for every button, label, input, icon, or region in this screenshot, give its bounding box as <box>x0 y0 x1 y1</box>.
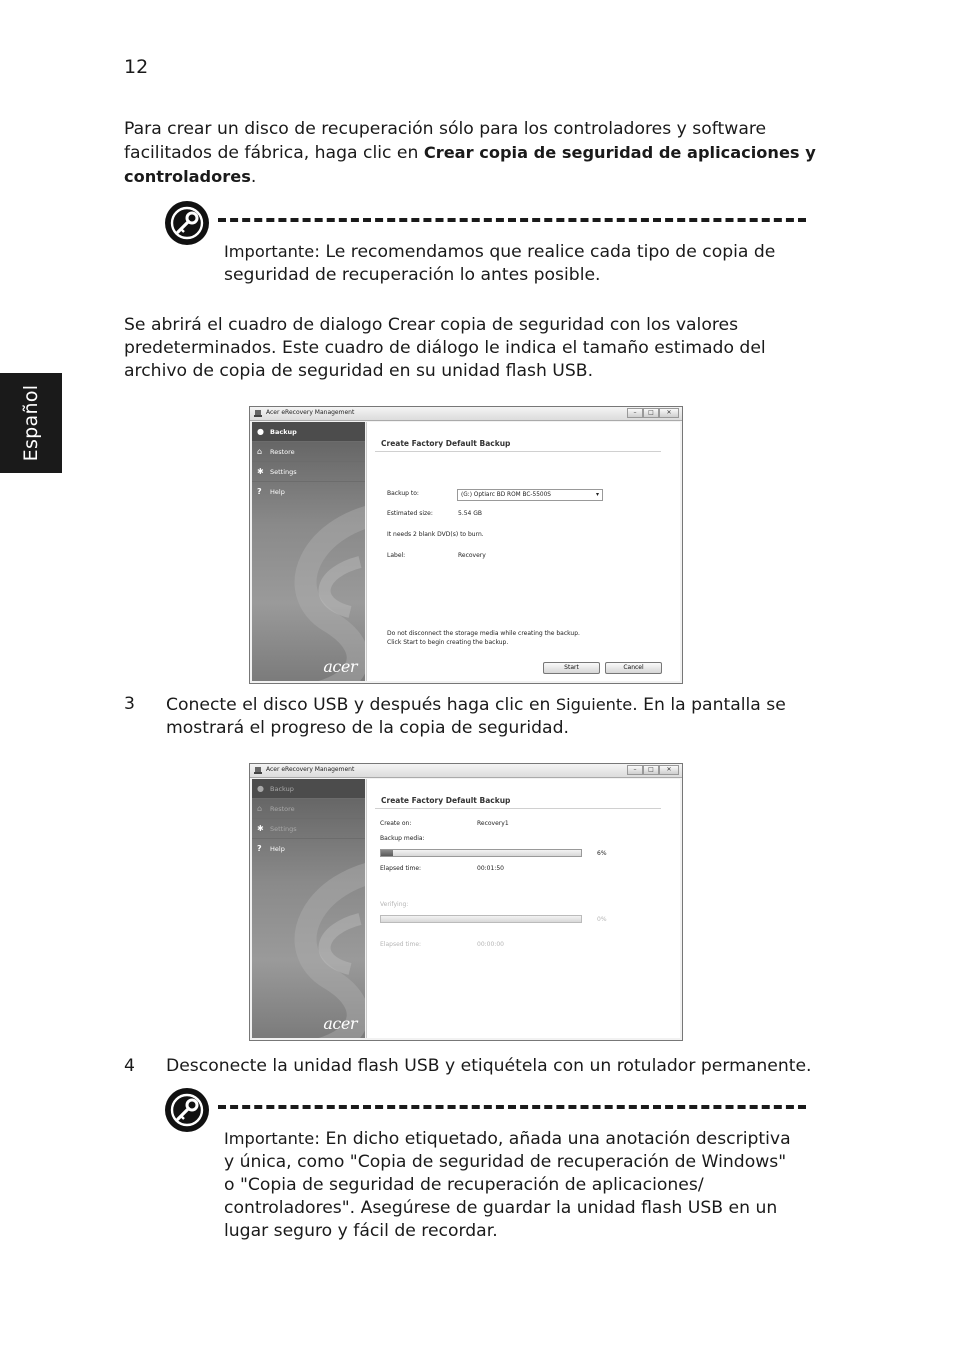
decorative-swirl <box>270 502 365 681</box>
sidebar <box>252 779 365 1038</box>
elapsed-time-label: Elapsed time: <box>380 865 422 872</box>
step-4-text: Desconecte la unidad flash USB y etiquétela con un rotulador permanente. <box>166 1056 812 1076</box>
window-controls <box>627 765 679 775</box>
sidebar-item-restore[interactable] <box>252 442 365 462</box>
note-divider <box>218 1105 806 1109</box>
start-button[interactable]: Start <box>543 662 600 674</box>
sidebar-item-settings[interactable] <box>252 462 365 482</box>
key-icon <box>165 201 209 245</box>
sidebar-item-label: Restore <box>270 448 295 456</box>
content-panel <box>366 422 680 681</box>
intro-text: Para crear un disco de recuperación sólo para los controladores y software facilitados de fábrica, haga clic en <box>124 119 767 163</box>
sidebar-item-label: Backup <box>270 785 294 793</box>
estimated-size-label: Estimated size: <box>387 510 433 517</box>
decorative-swirl <box>270 859 365 1038</box>
cancel-button[interactable]: Cancel <box>605 662 662 674</box>
step-3-text <box>166 693 826 740</box>
step-number-4: 4 <box>124 1056 135 1076</box>
note-divider <box>218 218 806 222</box>
step-3-text-end: . En la pantalla se mostrará el progreso de la copia de seguridad. <box>166 695 786 738</box>
maximize-icon[interactable]: □ <box>643 765 659 775</box>
note-label: Importante <box>224 242 315 261</box>
backup-progress-bar <box>380 849 582 857</box>
backup-to-value: (G:) Optiarc BD ROM BC-5500S <box>461 492 551 498</box>
create-on-label: Create on: <box>380 820 412 827</box>
dvd-needs-text: It needs 2 blank DVD(s) to burn. <box>387 531 484 538</box>
minimize-icon[interactable]: – <box>627 408 643 418</box>
dialog-description: Se abrirá el cuadro de dialogo Crear copia de seguridad con los valores predeterminados. Este cuadro de diálogo le indica el tamaño estimado del archivo de copia de seguridad en su unidad flash USB. <box>124 315 766 381</box>
backup-to-label: Backup to: <box>387 490 419 497</box>
sidebar <box>252 422 365 681</box>
sidebar-item-label: Backup <box>270 428 297 436</box>
intro-paragraph <box>124 118 824 189</box>
elapsed-time-2-value: 00:00:00 <box>477 941 504 948</box>
note-body: : Le recomendamos que realice cada tipo de copia de seguridad de recuperación lo antes posible. <box>224 242 776 285</box>
content-panel <box>366 779 680 1038</box>
window-title: Acer eRecovery Management <box>266 766 355 773</box>
sidebar-item-label: Settings <box>270 468 297 476</box>
siguiente-term: Siguiente <box>555 695 633 714</box>
page-number: 12 <box>124 56 149 78</box>
help-icon: ? <box>257 487 262 496</box>
sidebar-item-settings[interactable] <box>252 819 365 839</box>
backup-progress-fill <box>381 850 393 856</box>
sidebar-item-backup[interactable] <box>252 422 365 442</box>
dialog-heading: Create Factory Default Backup <box>381 796 511 805</box>
restore-icon: ⌂ <box>257 804 263 813</box>
sidebar-item-label: Help <box>270 488 285 496</box>
gear-icon: ✱ <box>257 467 264 476</box>
elapsed-time-value: 00:01:50 <box>477 865 504 872</box>
chevron-down-icon: ▾ <box>595 491 599 498</box>
note-important-1 <box>224 240 804 287</box>
language-side-tab <box>0 373 62 473</box>
acer-logo: acer <box>323 1014 357 1033</box>
sidebar-item-help[interactable] <box>252 482 365 502</box>
close-icon[interactable]: ✕ <box>659 408 679 418</box>
dialog-heading: Create Factory Default Backup <box>381 439 511 448</box>
app-icon <box>254 767 262 774</box>
heading-divider <box>375 808 661 809</box>
verifying-label: Verifying: <box>380 901 409 908</box>
note-body: : En dicho etiquetado, añada una anotación descriptiva y única, como "Copia de seguridad de recuperación de Windows" o "Copia de seguridad de recuperación de aplicaciones/ controladores". Asegúrese de guardar la unidad flash USB en un lugar seguro y fácil de recordar. <box>224 1129 791 1241</box>
screenshot-backup-dialog <box>249 406 683 684</box>
step-number-3: 3 <box>124 694 135 714</box>
sidebar-item-restore[interactable] <box>252 799 365 819</box>
verify-progress-bar <box>380 915 582 923</box>
note-important-2 <box>224 1127 796 1243</box>
window-title: Acer eRecovery Management <box>266 409 355 416</box>
label-value: Recovery <box>458 552 486 559</box>
app-icon <box>254 410 262 417</box>
key-icon <box>165 1088 209 1132</box>
sidebar-item-label: Restore <box>270 805 295 813</box>
close-icon[interactable]: ✕ <box>659 765 679 775</box>
language-label: Español <box>20 384 42 462</box>
sidebar-item-label: Settings <box>270 825 297 833</box>
label-label: Label: <box>387 552 406 559</box>
backup-media-label: Backup media: <box>380 835 425 842</box>
backup-percent: 6% <box>597 850 607 857</box>
footer-warning: Do not disconnect the storage media while creating the backup. <box>387 630 580 637</box>
intro-bold-term: Crear copia de seguridad de aplicaciones y controladores <box>124 143 816 186</box>
window-controls <box>627 408 679 418</box>
intro-text-end: . <box>250 167 257 187</box>
maximize-icon[interactable]: □ <box>643 408 659 418</box>
screenshot-backup-progress <box>249 763 683 1041</box>
note-label: Importante <box>224 1129 315 1148</box>
create-on-value: Recovery1 <box>477 820 509 827</box>
backup-icon: ● <box>257 784 264 793</box>
gear-icon: ✱ <box>257 824 264 833</box>
sidebar-item-label: Help <box>270 845 285 853</box>
window-titlebar <box>250 407 682 421</box>
acer-logo: acer <box>323 657 357 676</box>
sidebar-item-backup[interactable] <box>252 779 365 799</box>
sidebar-item-help[interactable] <box>252 839 365 859</box>
estimated-size-value: 5.54 GB <box>458 510 483 517</box>
backup-to-select[interactable] <box>457 489 603 501</box>
help-icon: ? <box>257 844 262 853</box>
step-3-text-start: Conecte el disco USB y después haga clic en <box>166 695 556 715</box>
backup-icon: ● <box>257 427 264 436</box>
footer-instruction: Click Start to begin creating the backup. <box>387 639 509 646</box>
restore-icon: ⌂ <box>257 447 263 456</box>
minimize-icon[interactable]: – <box>627 765 643 775</box>
elapsed-time-2-label: Elapsed time: <box>380 941 422 948</box>
verify-percent: 0% <box>597 916 607 923</box>
window-titlebar <box>250 764 682 778</box>
heading-divider <box>375 451 661 452</box>
